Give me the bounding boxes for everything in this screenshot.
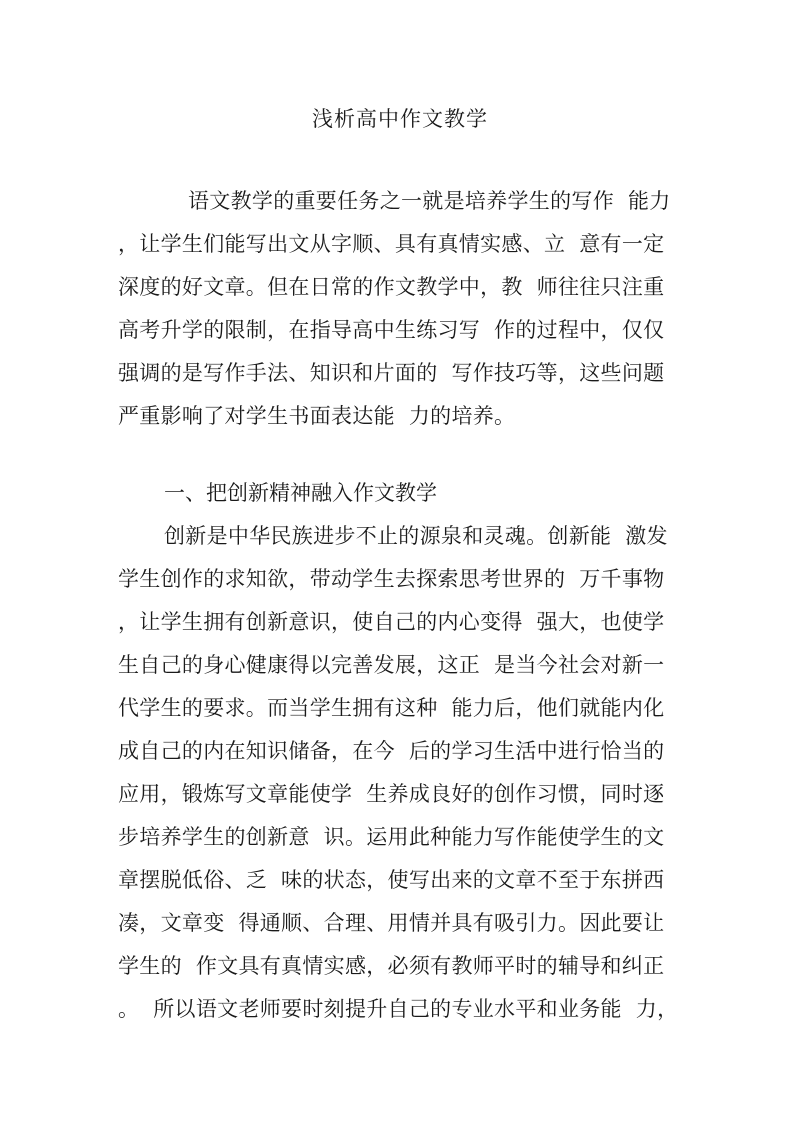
paragraph-line: 。 所以语文老师要时刻提升自己的专业水平和业务能 力， <box>118 997 679 1021</box>
page-title: 浅析高中作文教学 <box>312 107 488 131</box>
paragraph-line: 步培养学生的创新意 识。运用此种能力写作能使学生的文 <box>118 825 665 849</box>
paragraph-line: 成自己的内在知识储备，在今 后的学习生活中进行恰当的 <box>118 739 665 763</box>
paragraph-line: 生自己的身心健康得以完善发展，这正 是当今社会对新一 <box>118 653 665 677</box>
paragraph-line: 深度的好文章。但在日常的作文教学中，教 师往往只注重 <box>118 275 665 299</box>
paragraph-line: 严重影响了对学生书面表达能 力的培养。 <box>118 404 516 428</box>
paragraph-line: 学生的 作文具有真情实感，必须有教师平时的辅导和纠正 <box>118 954 665 978</box>
paragraph-line: ，让学生们能写出文从字顺、具有真情实感、立 意有一定 <box>118 232 665 256</box>
section-1 <box>118 472 688 1031</box>
paragraph-line: ，让学生拥有创新意识，使自己的内心变得 强大，也使学 <box>118 610 665 634</box>
paragraph-line: 代学生的要求。而当学生拥有这种 能力后，他们就能内化 <box>118 696 665 720</box>
paragraph-line: 高考升学的限制，在指导高中生练习写 作的过程中，仅仅 <box>118 318 665 342</box>
paragraph-line: 创新是中华民族进步不止的源泉和灵魂。创新能 激发 <box>164 524 668 548</box>
section-heading: 一、把创新精神融入作文教学 <box>164 481 437 505</box>
paragraph-line: 学生创作的求知欲，带动学生去探索思考世界的 万千事物 <box>118 567 665 591</box>
paragraph-line: 凑，文章变 得通顺、合理、用情并具有吸引力。因此要让 <box>118 911 665 935</box>
paragraph-line: 强调的是写作手法、知识和片面的 写作技巧等，这些问题 <box>118 361 665 385</box>
paragraph-line: 语文教学的重要任务之一就是培养学生的写作 能力 <box>188 189 671 213</box>
paragraph-line: 章摆脱低俗、乏 味的状态，使写出来的文章不至于东拼西 <box>118 868 665 892</box>
paragraph-line: 应用，锻炼写文章能使学 生养成良好的创作习惯，同时逐 <box>118 782 665 806</box>
intro-paragraph <box>118 180 688 438</box>
